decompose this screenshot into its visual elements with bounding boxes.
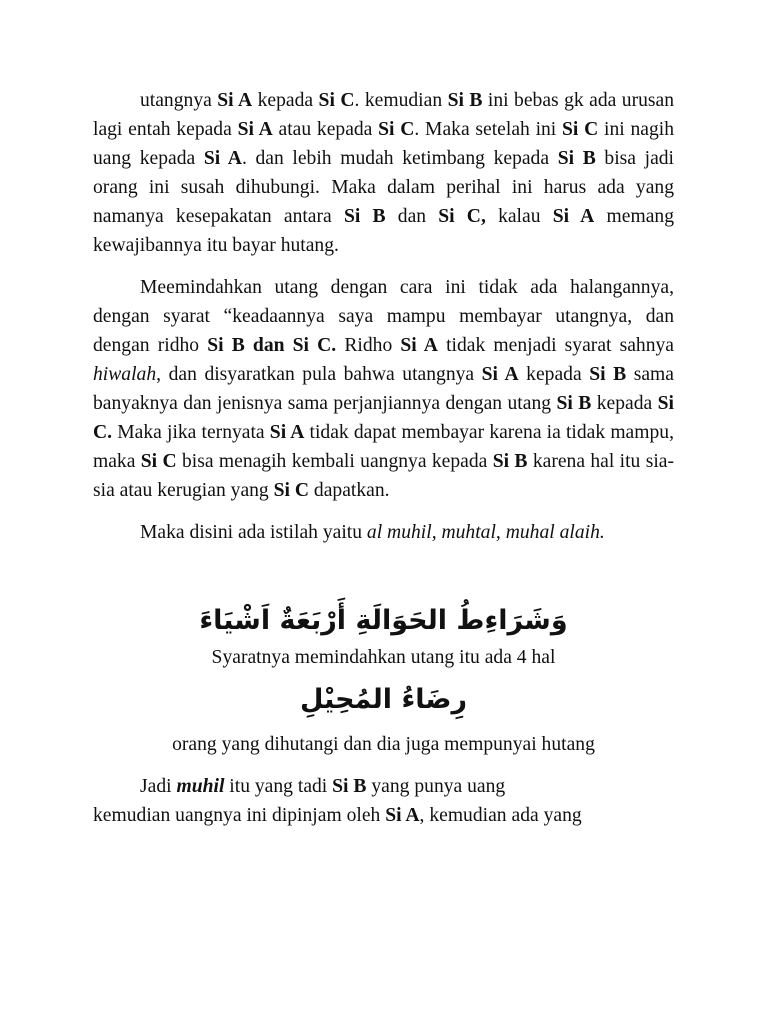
arabic-heading-2: رِضَاءُ المُحِيْلِ <box>299 684 468 715</box>
text: karena hal itu sia-sia atau kerugian yang <box>93 451 674 501</box>
bold-text: Si C. <box>93 393 674 443</box>
bold-text: Si C <box>273 480 310 501</box>
text: . Maka setelah ini <box>414 119 563 140</box>
text: tidak dapat membayar karena ia tidak mampu, maka <box>93 422 674 472</box>
text: ini nagih uang kepada <box>93 119 674 169</box>
bold-text: Si B <box>589 364 627 385</box>
bold-text: Si A <box>552 206 595 227</box>
text: yang punya uang <box>366 776 506 797</box>
bold-text: Si B dan Si C. <box>207 335 337 356</box>
text: bisa menagih kembali uangnya kepada <box>176 451 493 472</box>
bold-text: Si A <box>237 119 273 140</box>
text: kepada <box>591 393 658 414</box>
text: Ridho <box>336 335 401 356</box>
text: atau kepada <box>272 119 379 140</box>
bold-text: Si A <box>385 805 420 826</box>
text: . kemudian <box>354 90 448 111</box>
text: , kemudian ada yang <box>419 805 582 826</box>
paragraph-2 <box>93 273 674 505</box>
text: memang kewajibannya itu bayar hutang. <box>93 206 675 256</box>
bold-text: Si B <box>556 393 592 414</box>
document-page <box>93 86 674 830</box>
bold-text: Si A <box>269 422 305 443</box>
text: . dan lebih mudah ketimbang kepada <box>241 148 558 169</box>
bold-text: Si C <box>318 90 355 111</box>
text: Maka jika ternyata <box>112 422 270 443</box>
paragraph-1 <box>93 86 674 260</box>
text: kepada <box>252 90 319 111</box>
text: itu yang tadi <box>224 776 333 797</box>
bold-text: Si B <box>557 148 596 169</box>
text: Meemindahkan utang dengan cara ini tidak ada halangannya, dengan syarat “keadaannya saya mampu membayar utangnya, dan dengan ridho <box>93 277 674 356</box>
bold-text: Si C, <box>438 206 486 227</box>
text: ini bebas gk ada urusan lagi entah kepada <box>93 90 675 140</box>
text: utangnya <box>140 90 218 111</box>
text: dapatkan. <box>309 480 390 501</box>
bold-text: Si A <box>217 90 253 111</box>
bold-text: Si B <box>343 206 386 227</box>
bold-text: Si B <box>447 90 483 111</box>
text: kepada <box>518 364 590 385</box>
bold-text: Si B <box>332 776 367 797</box>
text: kalau <box>485 206 553 227</box>
bold-text: Si B <box>492 451 528 472</box>
bold-text: Si A <box>203 148 242 169</box>
bold-text: Si A <box>481 364 519 385</box>
text: Jadi <box>140 776 177 797</box>
text: Maka disini ada istilah yaitu <box>140 522 367 543</box>
text: bisa jadi orang ini susah dihubungi. Maka dalam perihal ini harus ada yang namanya kesepakatan antara <box>93 148 675 227</box>
paragraph-3 <box>93 518 674 547</box>
text: dan <box>385 206 439 227</box>
italic-text: hiwalah <box>93 364 157 385</box>
bold-text: Si C <box>140 451 177 472</box>
bold-italic-text: muhil <box>176 776 225 797</box>
arabic-heading-1: وَشَرَاءِطُ الحَوَالَةِ أَرْبَعَةٌ اَشْيَاءَ <box>199 605 568 636</box>
caption-1: Syaratnya memindahkan utang itu ada 4 hal <box>211 647 556 668</box>
italic-text: al muhil, muhtal, muhal alaih. <box>366 522 605 543</box>
text: sama banyaknya dan jenisnya sama perjanjiannya dengan utang <box>93 364 674 414</box>
bold-text: Si C <box>378 119 415 140</box>
text: , dan disyaratkan pula bahwa utangnya <box>156 364 482 385</box>
caption-2: orang yang dihutangi dan dia juga mempunyai hutang <box>172 734 595 755</box>
text: tidak menjadi syarat sahnya <box>437 335 675 356</box>
paragraph-4 <box>93 772 674 830</box>
bold-text: Si C <box>562 119 599 140</box>
text: kemudian uangnya ini dipinjam oleh <box>93 805 386 826</box>
bold-text: Si A <box>400 335 438 356</box>
